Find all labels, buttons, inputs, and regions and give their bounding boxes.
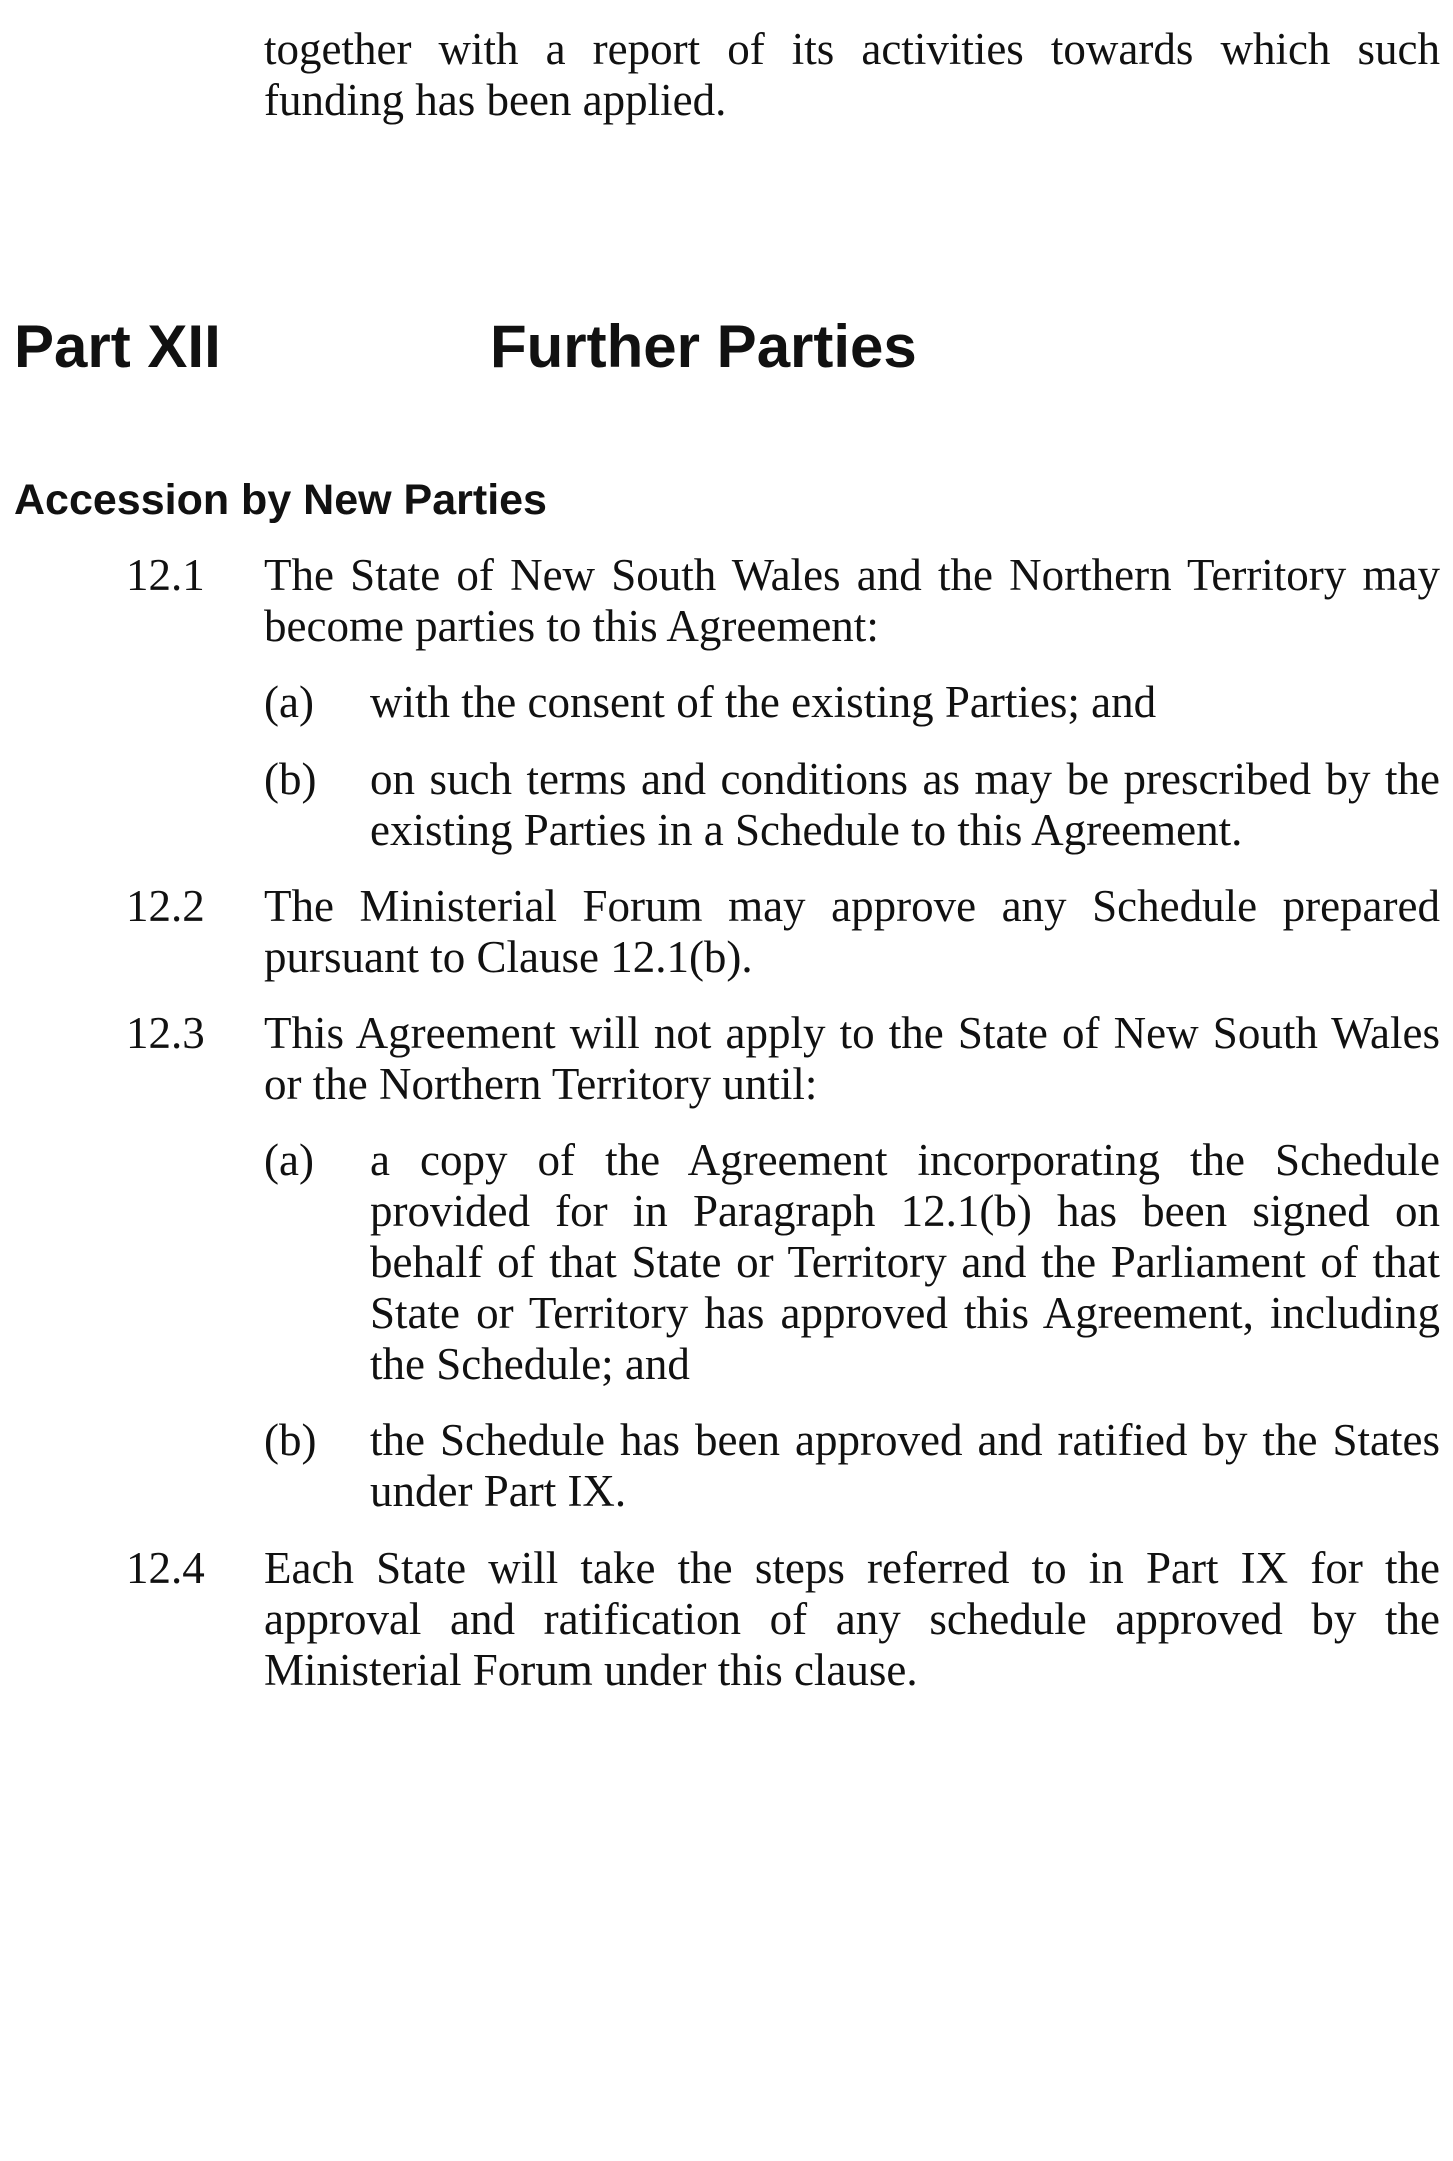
sub-item-text: the Schedule has been approved and ratified by the States under Part IX. xyxy=(370,1415,1440,1516)
sub-item-label: (b) xyxy=(264,1415,317,1465)
intro-paragraph: together with a report of its activities towards which such funding has been applied. xyxy=(264,24,1440,125)
clause-number: 12.4 xyxy=(126,1543,205,1593)
part-label: Part XII xyxy=(14,313,221,380)
clause-text: This Agreement will not apply to the State of New South Wales or the Northern Territory until: xyxy=(264,1008,1440,1109)
clause-text: The Ministerial Forum may approve any Schedule prepared pursuant to Clause 12.1(b). xyxy=(264,881,1440,982)
sub-item-label: (a) xyxy=(264,677,314,727)
clause-text: The State of New South Wales and the Northern Territory may become parties to this Agreement: xyxy=(264,550,1440,651)
clause-number: 12.1 xyxy=(126,550,205,600)
sub-item-text: a copy of the Agreement incorporating the Schedule provided for in Paragraph 12.1(b) has been signed on behalf of that State or Territory and the Parliament of that State or Territory has approved this Agreement, including the Schedule; and xyxy=(370,1135,1440,1389)
part-title: Further Parties xyxy=(490,313,917,380)
clause-number: 12.3 xyxy=(126,1008,205,1058)
clause-number: 12.2 xyxy=(126,881,205,931)
sub-item-text: on such terms and conditions as may be prescribed by the existing Parties in a Schedule to this Agreement. xyxy=(370,754,1440,855)
section-heading: Accession by New Parties xyxy=(14,476,547,524)
sub-item-label: (b) xyxy=(264,754,317,804)
sub-item-label: (a) xyxy=(264,1135,314,1185)
clause-text: Each State will take the steps referred to in Part IX for the approval and ratification of any schedule approved by the Ministerial Forum under this clause. xyxy=(264,1543,1440,1695)
sub-item-text: with the consent of the existing Parties; and xyxy=(370,677,1157,727)
